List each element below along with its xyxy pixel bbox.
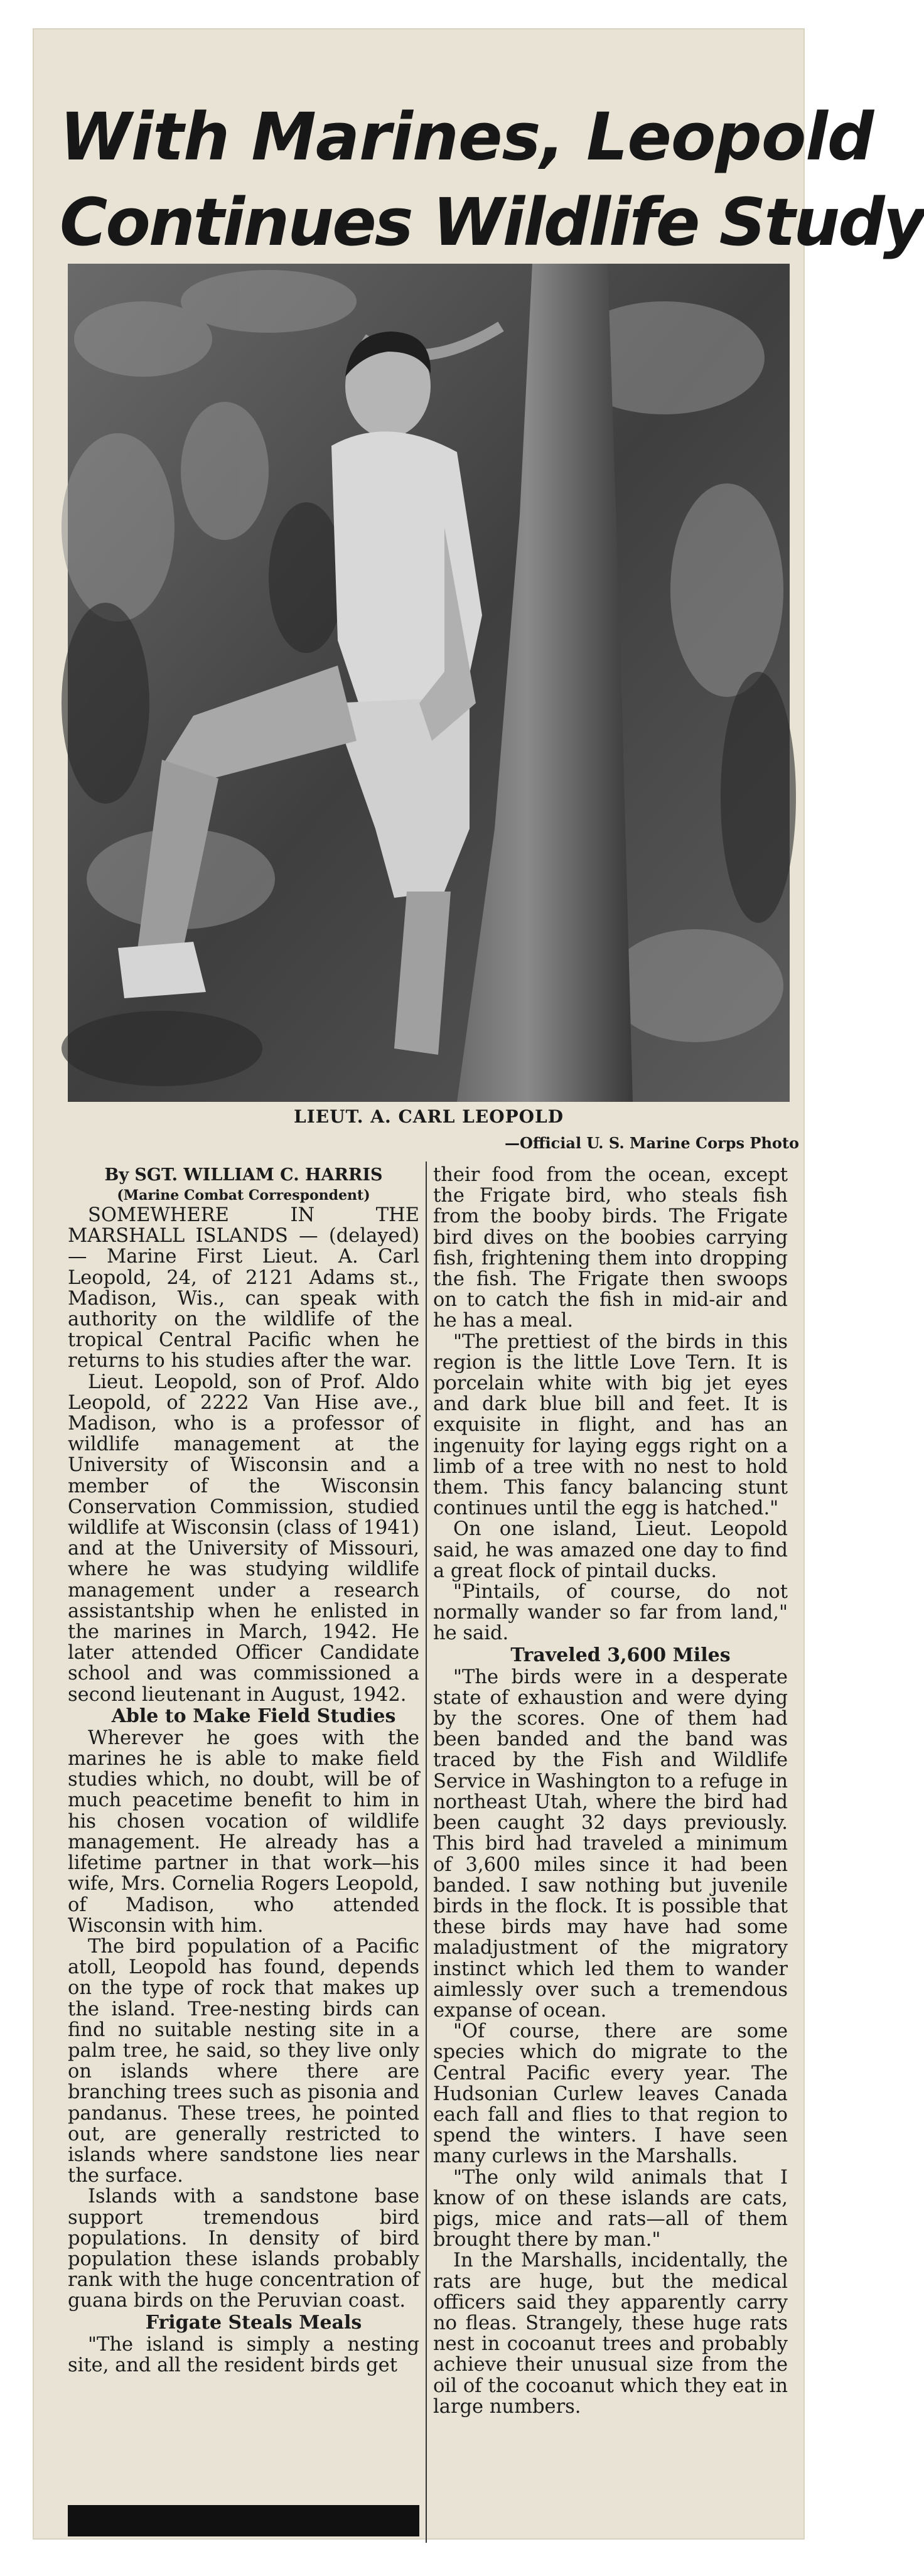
headline-line-1: With Marines, Leopold <box>60 99 874 175</box>
photo-credit: —Official U. S. Marine Corps Photo <box>504 1134 799 1152</box>
paragraph: The bird population of a Pacific atoll, Leopold has found, depends on the type of rock that makes up the island. Tree-nesting birds can find no suitable nesting site in a palm tree, he said, so they live only on islands where there are branching trees such as pisonia and pandanus. These trees, he pointed out, are generally restricted to islands where sandstone lies near the surface. <box>68 1935 419 2187</box>
paragraph: "Pintails, of course, do not normally wander so far from land," he said. <box>433 1581 788 1645</box>
paragraph: "The island is simply a nesting site, and all the resident birds get <box>68 2333 419 2376</box>
subhead: Able to Make Field Studies <box>111 1705 396 1727</box>
photo-caption: LIEUT. A. CARL LEOPOLD <box>293 1106 564 1127</box>
paragraph: Islands with a sandstone base support tremendous bird populations. In density of bird population these islands probably rank with the huge concentration of guana birds on the Peruvian coast. <box>68 2185 419 2312</box>
paragraph: "The birds were in a desperate state of exhaustion and were dying by the scores. One of them had been banded and the band was traced by the Fish and Wildlife Service in Washington to a refuge in northeast Utah, where the bird had been caught 32 days previously. This bird had traveled a minimum of 3,600 miles since it had been banded. I saw nothing but juvenile birds in the flock. It is possible that these birds may have had some maladjustment of the migratory instinct which led them to wander aimlessly over such a tremendous expanse of ocean. <box>433 1666 788 2022</box>
photo <box>68 264 790 1102</box>
right-column <box>433 1165 788 2417</box>
photo-illustration <box>68 264 790 1102</box>
subhead: Frigate Steals Meals <box>145 2311 362 2334</box>
column-divider <box>426 1161 427 2543</box>
paragraph: their food from the ocean, except the Frigate bird, who steals fish from the booby birds. The Frigate bird dives on the boobies carrying fish, frightening them into dropping the fish. The Frigate then swoops on to catch the fish in mid-air and he has a meal. <box>433 1164 788 1332</box>
subhead: Traveled 3,600 Miles <box>510 1644 731 1666</box>
paragraph: In the Marshalls, incidentally, the rats are huge, but the medical officers said they apparently carry no fleas. Strangely, these huge rats nest in cocoanut trees and probably achieve their unusual size from the oil of the cocoanut which they eat in large numbers. <box>433 2250 788 2418</box>
byline-role: (Marine Combat Correspondent) <box>117 1187 370 1204</box>
paragraph: Lieut. Leopold, son of Prof. Aldo Leopold, of 2222 Van Hise ave., Madison, who is a professor of wildlife management at the University of Wisconsin and a member of the Wisconsin Conservation Commission, studied wildlife at Wisconsin (class of 1941) and at the University of Missouri, where he was studying wildlife management under a research assistantship when he enlisted in the marines in March, 1942. He later attended Officer Candidate school and was commissioned a second lieutenant in August, 1942. <box>68 1371 419 1706</box>
paragraph: SOMEWHERE IN THE MARSHALL ISLANDS — (delayed) — Marine First Lieut. A. Carl Leopold, 24, of 2121 Adams st., Madison, Wis., can speak with authority on the wildlife of the tropical Central Pacific when he returns to his studies after the war. <box>68 1204 419 1372</box>
paragraph: On one island, Lieut. Leopold said, he was amazed one day to find a great flock of pintail ducks. <box>433 1518 788 1582</box>
paragraph: "The prettiest of the birds in this region is the little Love Tern. It is porcelain white with big jet eyes and dark blue bill and feet. It is exquisite in flight, and has an ingenuity for laying eggs right on a limb of a tree with no nest to hold them. This fancy balancing stunt continues until the egg is hatched." <box>433 1330 788 1520</box>
byline-name: By SGT. WILLIAM C. HARRIS <box>104 1165 383 1185</box>
left-column <box>68 1165 419 2376</box>
paragraph: Wherever he goes with the marines he is able to make field studies which, no doubt, will be of much peacetime benefit to him in his chosen vocation of wildlife management. He already has a lifetime partner in that work—his wife, Mrs. Cornelia Rogers Leopold, of Madison, who attended Wisconsin with him. <box>68 1727 419 1937</box>
paragraph: "The only wild animals that I know of on these islands are cats, pigs, mice and rats—all of them brought there by man." <box>433 2166 788 2251</box>
paragraph: "Of course, there are some species which do migrate to the Central Pacific every year. The Hudsonian Curlew leaves Canada each fall and flies to that region to spend the winters. I have seen many curlews in the Marshalls. <box>433 2020 788 2168</box>
headline-line-2: Continues Wildlife Study <box>60 184 924 261</box>
headline <box>60 94 924 265</box>
torn-edge-bar <box>68 2505 419 2536</box>
